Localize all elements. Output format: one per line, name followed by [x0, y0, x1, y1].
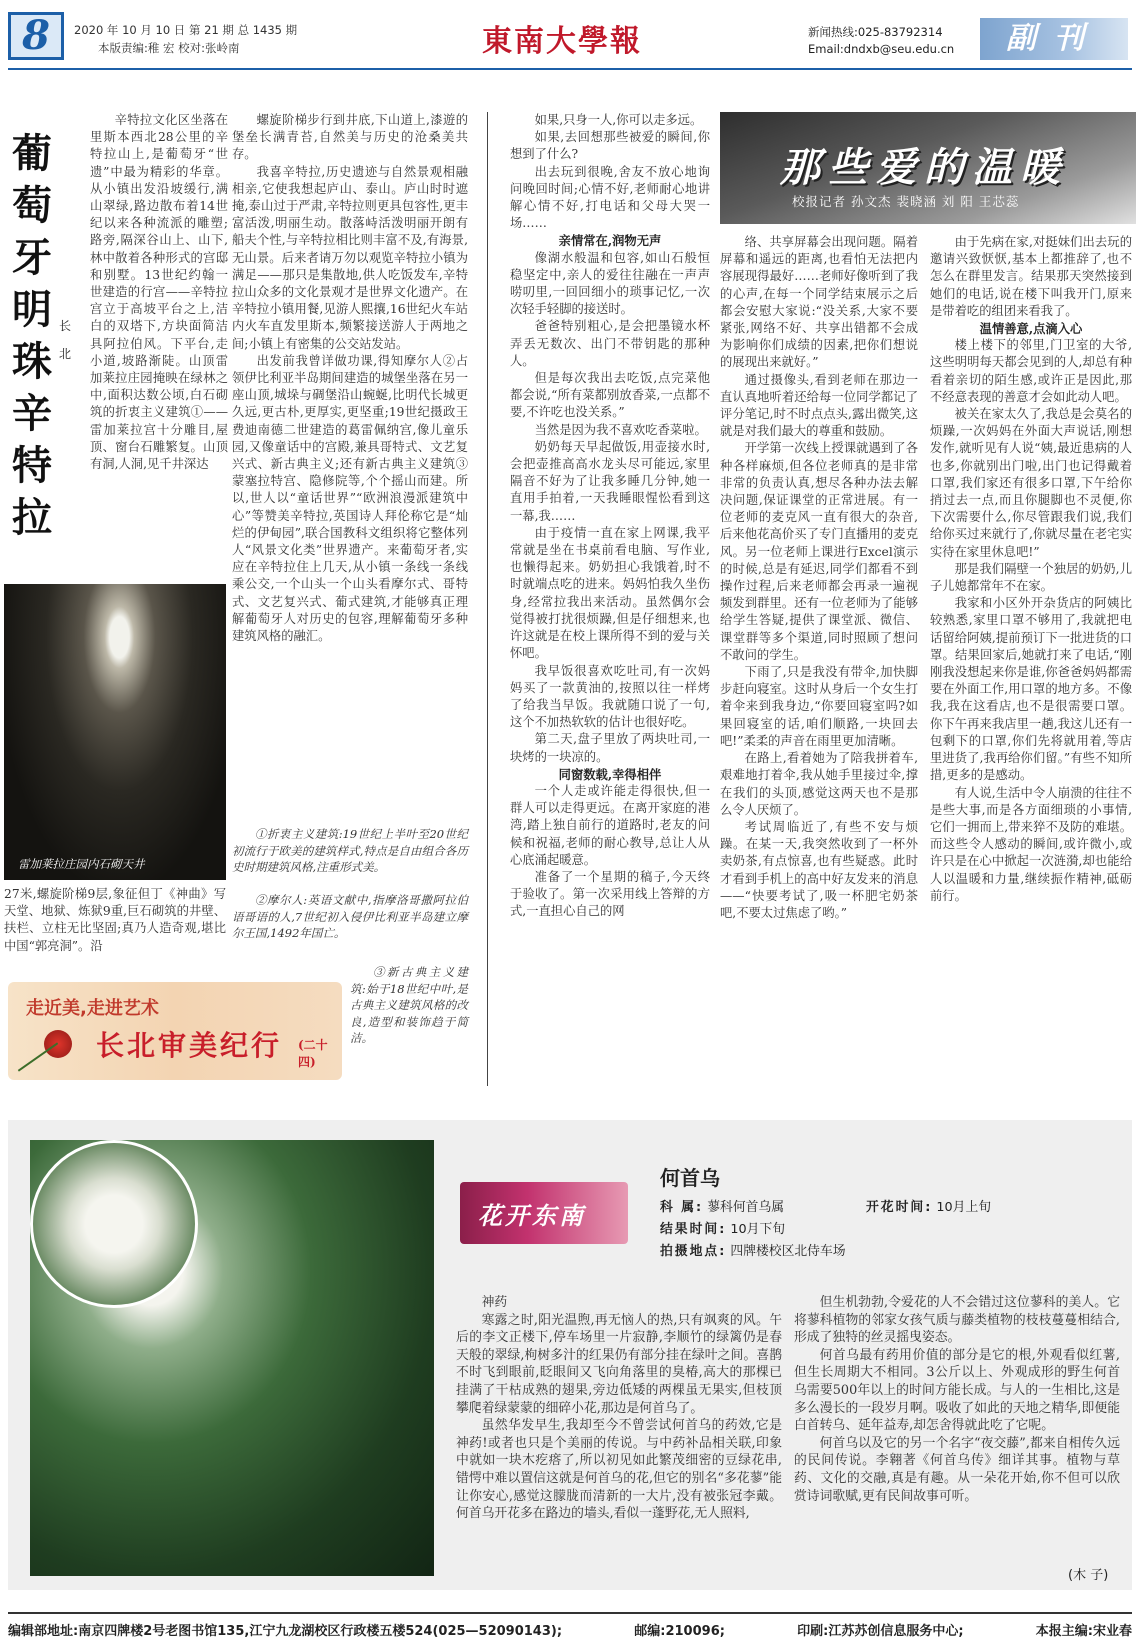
- footer-address: 编辑部地址:南京四牌楼2号老图书馆135,江宁九龙湖校区行政楼五楼524(025—52090143);: [8, 1624, 563, 1639]
- flower-photo: [30, 1140, 434, 1576]
- column-divider: [487, 112, 488, 1086]
- feature-banner-text: 花开东南: [478, 1201, 586, 1230]
- subheading-family: 亲情常在,润物无声: [558, 233, 662, 249]
- article2-col3: [930, 234, 1132, 1087]
- contact-email: Email:dndxb@seu.edu.cn: [808, 42, 955, 56]
- article2-byline: 校报记者 孙文杰 裴晓涵 刘 阳 王芯蕊: [792, 194, 1020, 209]
- footer-printer: 印刷:江苏苏创信息服务中心;: [797, 1624, 964, 1639]
- article2-col3-text: 由于先病在家,对挺妹们出去玩的邀请兴致恹恹,基本上都推辞了,也不怎么在群里发言。结果那天突然接到她们的电话,说在楼下叫我开门,原来是带着吃的组团来看我了。: [930, 235, 1132, 318]
- footer: [8, 1620, 1132, 1639]
- footer-divider: [8, 1612, 1132, 1614]
- feature-col1: [456, 1294, 782, 1574]
- page-number: 8: [8, 12, 64, 60]
- feature-text-2: 但生机勃勃,令爱花的人不会错过这位蓼科的美人。它将蓼科植物的邻家女孩气质与藤类植物的枝枝蔓蔓相结合,形成了独特的丝灵摇曳姿态。 何首乌最有药用价值的部分是它的根,外观看似红薯,但生长周期大不相同。3公斤以上、外观成形的野生何首乌需要500年以上的时间方能长成。与人的一生相比,这是多么漫长的一段岁月啊。吸收了如此的天地之精华,即便能白首转乌、延年益寿,却怎舍得就此吃了它呢。 何首乌以及它的另一个名字“夜交藤”,都来自相传久远的民间传说。李翱著《何首乌传》细详其事。植物与草药、文化的交融,真是有趣。从一朵花开始,你不但可以欣赏诗词歌赋,更有民间故事可听。: [794, 1295, 1120, 1504]
- feature-signature: (木 子): [1068, 1568, 1109, 1583]
- article2-header: [720, 112, 1136, 224]
- family-value: 蓼科何首乌属: [707, 1200, 785, 1215]
- header-divider: [8, 68, 1132, 70]
- article2-title: 那些爱的温暖: [780, 144, 1068, 191]
- article1-col1-bottom: 27米,螺旋阶梯9层,象征但丁《神曲》写天堂、地狱、炼狱9重,巨石砌筑的井壁、扶栏、立柱无比坚固;真乃人造奇观,堪比中国“郭亮洞”。沿: [4, 887, 226, 953]
- fruit-label: 结果时间:: [660, 1222, 727, 1237]
- dateline: 2020 年 10 月 10 日 第 21 期 总 1435 期: [74, 23, 298, 37]
- plant-name: 何首乌: [660, 1166, 720, 1190]
- bloom-label: 开花时间:: [866, 1200, 933, 1215]
- feature-column-banner: [460, 1182, 628, 1244]
- footnotes: [232, 826, 468, 958]
- feature-heading: 神药: [481, 1295, 508, 1310]
- article2-classmates-text: 一个人走或许能走得很快,但一群人可以走得更远。在离开家庭的港湾,踏上独自前行的道路时,老友的问候和祝福,老师的耐心教导,总让人从心底涌起暖意。 准备了一个星期的稿子,今天终于验收了。第一次采用线上答辩的方式,一直担心自己的网: [510, 783, 710, 919]
- footer-postcode: 邮编:210096;: [634, 1624, 725, 1639]
- plant-location: [660, 1240, 846, 1259]
- article2-family-text: 像湖水般温和包容,如山石般恒稳坚定中,亲人的爱往往融在一声声唠叨里,一回回细小的琐事记忆,一次次轻手轻脚的接送时。 爸爸特别粗心,是会把墨镜水杯弄丢无数次、出门不带钥匙的那种人。 但是每次我出去吃饭,点完菜他都会说,“所有菜都别放香菜,一点都不要,不许吃也没关系。” 当然是因为我不喜欢吃香菜啦。 奶奶每天早起做饭,用壶接水时,会把壶推高高水龙头尽可能远,家里隔音不好为了让我多睡几分钟,她一直用手拍着,一天我睡眼惺忪看到这一幕,我…… 由于疫情一直在家上网课,我平常就是坐在书桌前看电脑、写作业,也懒得起来。奶奶担心我饿着,时不时就端点吃的进来。妈妈怕我久坐伤身,经常拉我出来活动。虽然偶尔会觉得被打扰很烦躁,但是仔细想来,也许这就是在校上课所得不到的爱与关怀吧。 我早饭很喜欢吃吐司,有一次妈妈买了一款黄油的,按照以往一样烤了给我当早饭。我就随口说了一句,这个不加热软软的估计也很好吃。 第二天,盘子里放了两块吐司,一块烤的一块凉的。: [510, 250, 710, 764]
- subheading-classmates: 同窗数载,幸得相伴: [558, 766, 662, 782]
- article-author: 长北: [58, 319, 71, 361]
- plant-family: [660, 1196, 784, 1215]
- feature-text-1: 寒露之时,阳光温煦,再无恼人的热,只有飒爽的风。午后的李文正楼下,停车场里一片寂静,李顺竹的绿篱仍是春天般的翠绿,枸树多汁的红果仍有部分挂在绿叶之间。喜鹊不时飞到眼前,眨眼间又飞向角落里的臭椿,高大的那棵已挂满了干枯成熟的翅果,旁边低矮的两棵虽无果实,但枝顶攀爬着绿蒙蒙的细碎小花,那边是何首乌了。 虽然华发早生,我却至今不曾尝试何首乌的药效,它是神药!或者也只是个美丽的传说。与中药补品相关联,印象中就如一块木疙瘩了,所以初见如此繁茂细密的豆绿花串,错愕中难以置信这就是何首乌的花,但它的别名“多花蓼”能让你安心,感觉这朦胧而清新的一大片,没有被张冠李戴。何首乌开花多在路边的墙头,看似一蓬野花,无人照料,: [456, 1312, 782, 1522]
- plant-bloom: [866, 1196, 991, 1215]
- location-label: 拍摄地点:: [660, 1244, 727, 1259]
- family-label: 科 属:: [660, 1200, 704, 1215]
- article1-col2: 螺旋阶梯步行到井底,下山道上,漆遊的堡垒长满青苔,自然美与历史的沧桑美共存。 我喜辛特拉,历史遗迹与自然景观相融相亲,它使我想起庐山、泰山。庐山时时遮掩,泰山过于严肃,辛特拉则更具包容性,更丰富活泼,明丽生动。散落峙活泼明丽开朗有船夫个性,与辛特拉相比则丰富不及,有海景,无山景。后来者请万勿以观览辛特拉小镇为满足——那只是集散地,供人吃饭发车,辛特拉山众多的文化景观才是世界文化遗产。在辛特拉小镇用餐,见游人熙攘,16世纪火车站内火车直发里斯本,频繁接送游人于两地之间;小镇上有密集的公交站发站。 出发前我曾详做功课,得知摩尔人②占领伊比利亚半岛期间建造的城堡坐落在另一座山顶,城垛与碉堡沿山蜿蜒,比明代长城更久远,更古朴,更厚实,更坚重;19世纪摄政王费迪南德二世建造的葛雷佩纳宫,像儿童乐园,又像童话中的宫殿,兼具哥特式、文艺复兴式、新古典主义;还有新古典主义建筑③蒙塞拉特宫、隐修院等,个个摇山而建。所以,世人以“童话世界”“欧洲浪漫派建筑中心”等赞美辛特拉,英国诗人拜伦称它是“灿烂的伊甸园”,联合国教科文组织将它整体列人“风景文化类”世界遗产。来葡萄牙者,实应在辛特拉住上几天,从小镇一条线一条线乘公交,一个山头一个山头看摩尔式、哥特式、文艺复兴式、葡式建筑,才能够真正理解葡萄牙人对历史的包容,理解葡萄牙多种建筑风格的融汇。: [232, 113, 468, 644]
- section-label: 副刊: [980, 18, 1128, 60]
- location-value: 四牌楼校区北侍车场: [730, 1244, 846, 1259]
- masthead-logo: 東南大學報: [482, 24, 642, 59]
- photo-caption: 雷加莱拉庄园内石砌天井: [18, 857, 145, 871]
- subheading-neighbors: 温情善意,点滴入心: [979, 321, 1083, 337]
- footnote-3: ③新古典主义建筑:始于18世纪中叶,是古典主义建筑风格的改良,造型和装饰趋于简洁。: [350, 965, 468, 1045]
- plant-fruit: [660, 1218, 785, 1237]
- footer-chief-editor: 本报主编:宋业春: [1035, 1624, 1132, 1639]
- page-editors: 本版责编:稚 宏 校对:张岭南: [98, 41, 240, 55]
- footnote-2: ②摩尔人:英语文献中,指摩洛哥撒阿拉伯语哥语的人,7世纪初入侵伊比利亚半岛建立摩尔王国,1492年国亡。: [232, 893, 468, 940]
- article1-col1-top: 辛特拉文化区坐落在里斯本西北28公里的辛特拉山上,是葡萄牙“世遗”中最为精彩的华章。从小镇出发沿坡缓行,满山翠绿,路边散布着14世纪以来各种流派的雕塑;路旁,隔深谷山上、山下,林中散着各种形式的宫邸和别墅。13世纪约翰一世建造的行宫——辛特拉宫立于高坡平台之上,洁白的双塔下,方块面简洁具阿拉伯风。下平台,走小道,坡路渐陡。山顶雷加莱拉庄园掩映在绿林之中,面积达数公顷,白石砌筑的折衷主义建筑①——雷加莱拉宫十分雕目,屋顶、窗台石雕繁复。山顶有洞,人洞,见千井深达: [90, 113, 228, 472]
- banner-slogan: 走近美,走进艺术: [26, 998, 159, 1019]
- news-hotline: 新闻热线:025-83792314: [808, 25, 943, 39]
- banner-issue: (二十四): [298, 1038, 328, 1069]
- article2-intro: 如果,只身一人,你可以走多远。 如果,去回想那些被爱的瞬间,你想到了什么? 出去玩到很晚,舍友不放心地询问晚回时间;心情不好,老师耐心地讲解心情不好,打电话和父母大哭一场……: [510, 113, 710, 231]
- column-banner: [8, 982, 342, 1080]
- article-title-sintra: 葡萄牙明珠辛特拉: [12, 130, 52, 541]
- fruit-value: 10月下旬: [730, 1222, 786, 1237]
- flower-closeup-photo: [30, 1140, 198, 1308]
- footnote-1: ①折衷主义建筑:19世纪上半叶至20世纪初流行于欧美的建筑样式,特点是自由组合各历史时期建筑风格,注重形式美。: [232, 827, 468, 874]
- article2-neighbors-text: 楼上楼下的邻里,门卫室的大爷,这些明明每天都会见到的人,却总有种看着亲切的陌生感,或许正是因此,那不经意表现的善意才会如此动人吧。 被关在家太久了,我总是会莫名的烦躁,一次妈妈在外面大声说话,刚想发作,就听见有人说“姨,最近患病的人也多,你就别出门啦,出门也记得戴着口罩,我们家还有很多口罩,下午给你捎过去一点,而且你腿脚也不灵便,你下次需要什么,你尽管跟我们说,我们给你买过来就行了,你就尽量在老宅实实待在家里休息吧!” 那是我们隔壁一个独居的奶奶,儿子儿媳都常年不在家。 我家和小区外开杂货店的阿姨比较熟悉,家里口罩不够用了,我就把电话留给阿姨,提前预订下一批进货的口罩。结果回家后,她就打来了电话,“刚刚我没想起来你是谁,你爸爸妈妈都需要在外面工作,用口罩的地方多。不像我,我在这看店,也不是很需要口罩。你下午再来我店里一趟,我这儿还有一包剩下的口罩,你们先将就用着,等店里进货了,我再给你们留。”有些不知所措,更多的是感动。 有人说,生活中令人崩溃的往往不是些大事,而是各方面细琐的小事情,它们一拥而上,带来猝不及防的难堪。而这些令人感动的瞬间,或许微小,或许只是在心中掀起一次涟漪,却也能给人以温暖和力量,继续振作精神,砥砺前行。: [930, 338, 1132, 903]
- article2-col1: [510, 112, 710, 1087]
- banner-column-name: 长北审美纪行: [96, 1029, 283, 1062]
- well-photo: [4, 584, 226, 880]
- article2-col2: 络、共享屏幕会出现问题。隔着屏幕和遥远的距离,也看怕无法把内容展现得最好……老师好像听到了我的心声,在每一个同学结束展示之后都会安慰大家说:“没关系,大家不要紧张,网络不好、共享出错都不会成为影响你们成绩的因素,把你们想说的展现出来就好。” 通过摄像头,看到老师在那边一直认真地听着还给每一位同学都记了评分笔记,时不时点点头,露出微笑,这就是对我们最大的尊重和鼓励。 开学第一次线上授课就遇到了各种各样麻烦,但各位老师真的是非常非常的负责认真,想尽各种办法去解决问题,保证课堂的正常进展。有一位老师的麦克风一直有很大的杂音,后来他花高价买了专门直播用的麦克风。另一位老师上课进行Excel演示的时候,总是有延迟,同学们都看不到操作过程,后来老师都会再录一遍视频发到群里。还有一位老师为了能够给学生答疑,提供了课堂派、微信、课堂群等多个渠道,同时照顾了想问不敢问的学生。 下雨了,只是我没有带伞,加快脚步赶向寝室。这时从身后一个女生打着伞来到我身边,“你要回寝室吗?如果回寝室的话,咱们顺路,一块回去吧!”柔柔的声音在雨里更加清晰。 在路上,看着她为了陪我拼着车,艰难地打着伞,我从她手里接过伞,撑在我们的头顶,感觉这两天也不是那么令人厌烦了。 考试周临近了,有些不安与烦躁。在某一天,我突然收到了一杯外卖奶茶,有点惊喜,也有些疑惑。此时才看到手机上的高中好友发来的消息——“快要考试了,吸一杯肥宅奶茶吧,不要太过焦虑了哟。”: [720, 235, 918, 920]
- bloom-value: 10月上旬: [936, 1200, 992, 1215]
